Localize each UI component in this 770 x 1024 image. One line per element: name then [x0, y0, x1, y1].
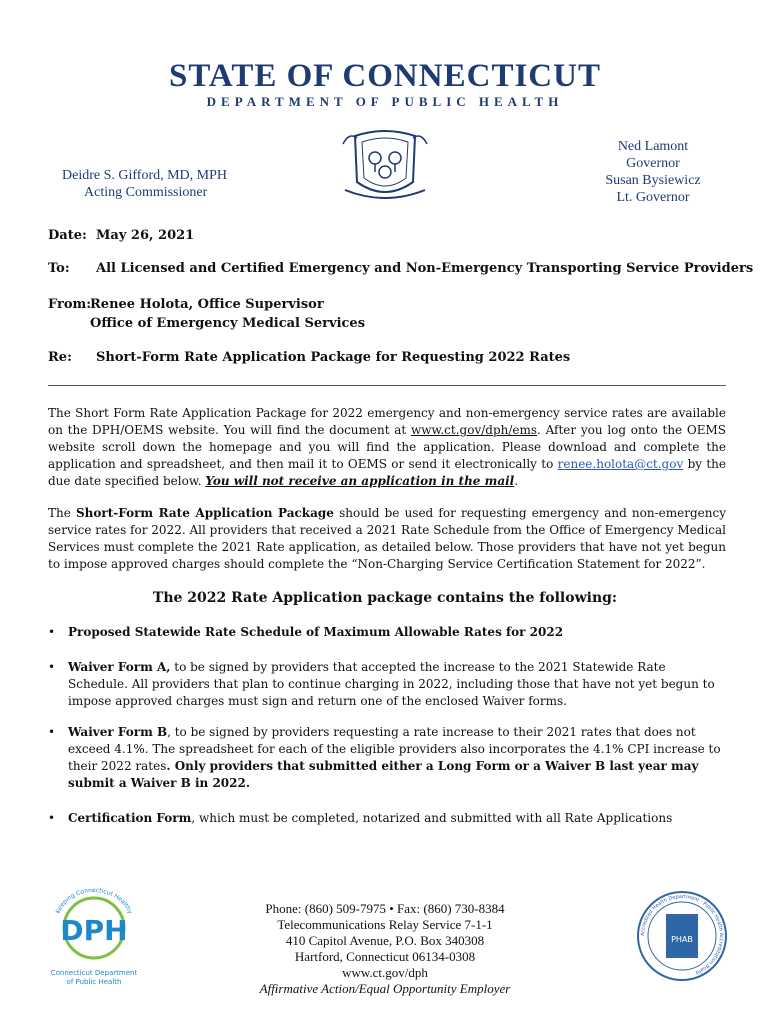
footer-contact — [200, 901, 570, 997]
bullet-2-bold: Waiver Form A, — [68, 660, 171, 674]
footer-phone: Phone: (860) 509-7975 • Fax: (860) 730-8384 — [265, 901, 505, 916]
memo-divider — [48, 385, 726, 386]
bullet-4-text: , which must be completed, notarized and submitted with all Rate Applications — [191, 811, 673, 825]
date-label: Date: — [48, 228, 87, 243]
letterhead-title: STATE OF CONNECTICUT — [169, 58, 601, 94]
footer-city: Hartford, Connecticut 06134-0308 — [294, 949, 476, 964]
bullet-3-bold-2: . Only providers that submitted either a Long Form or a Waiver B last year may submit a Waiver B in 2022. — [68, 759, 699, 790]
memo-from — [48, 297, 324, 312]
bullet-dot: • — [48, 625, 56, 639]
p1-end: . — [514, 474, 519, 488]
to-value: All Licensed and Certified Emergency and Non-Emergency Transporting Service Providers — [96, 261, 754, 276]
paragraph-availability — [48, 405, 726, 490]
p2-text-b: should be used for requesting emergency and non-emergency service rates for 2022. All providers that received a 2021 Rate Schedule from the Office of Emergency Medical Services must complete the 2021 Rate application, as detailed below. Those providers that have not yet begun to impose approved charges should complete the “Non-Charging Service Certification Statement for 2022”. — [48, 506, 726, 571]
re-label: Re: — [48, 350, 72, 365]
dph-logo-text: DPH — [60, 914, 128, 947]
commissioner-title: Acting Commissioner — [84, 185, 208, 200]
commissioner-name: Deidre S. Gifford, MD, MPH — [62, 168, 228, 183]
commissioner-block — [62, 167, 227, 201]
governor-block — [600, 138, 706, 206]
footer-relay: Telecommunications Relay Service 7-1-1 — [277, 917, 493, 932]
p2-bold: Short-Form Rate Application Package — [76, 506, 334, 520]
date-value: May 26, 2021 — [96, 228, 195, 243]
email-link[interactable]: renee.holota@ct.gov — [557, 457, 684, 471]
lt-governor-name: Susan Bysiewicz — [605, 173, 701, 188]
list-item — [48, 624, 726, 641]
letterhead-department: DEPARTMENT OF PUBLIC HEALTH — [206, 94, 564, 109]
footer-website[interactable]: www.ct.gov/dph — [342, 965, 428, 980]
phab-text: PHAB — [671, 935, 693, 944]
bullet-2-text: to be signed by providers that accepted the increase to the 2021 Statewide Rate Schedule. All providers that plan to continue charging in 2022, including those that have not yet begun to impose approved charges must sign and return one of the enclosed Waiver forms. — [68, 660, 715, 708]
from-label: From: — [48, 297, 92, 312]
bullet-3-bold: Waiver Form B — [68, 725, 168, 739]
bullet-dot: • — [48, 725, 56, 739]
package-heading: The 2022 Rate Application package contains the following: — [152, 590, 618, 606]
state-seal-icon — [335, 124, 435, 204]
memo-re — [48, 350, 570, 365]
list-item — [48, 724, 726, 792]
bullet-dot: • — [48, 811, 56, 825]
dph-caption-1: Connecticut Department — [50, 969, 138, 977]
governor-name: Ned Lamont — [617, 139, 689, 154]
p1-text-a: The Short Form Rate Application Package for 2022 emergency and non-emergency service rates are available on the DPH/OEMS website. You will find the document at — [48, 406, 726, 437]
bullet-4-bold: Certification Form — [68, 811, 192, 825]
to-label: To: — [48, 261, 70, 276]
p2-text-a: The — [48, 506, 76, 520]
bullet-3-text: , to be signed by providers requesting a rate increase to their 2021 rates that does not exceed 4.1%. The spreadsheet for each of the eligible providers also incorporates the 4.1% CPI increase to their 2022 rates — [68, 725, 721, 773]
p1-text-b: . After you log onto the OEMS website scroll down the homepage and you will find the application. Please download and complete the application and spreadsheet, and then mail it to OEMS or send it electronically to — [48, 423, 726, 471]
governor-title: Governor — [626, 156, 680, 171]
paragraph-short-form — [48, 505, 726, 573]
dph-logo-icon — [44, 882, 144, 962]
memo-date — [48, 228, 194, 243]
from-value-2: Office of Emergency Medical Services — [90, 316, 366, 331]
from-value-1: Renee Holota, Office Supervisor — [90, 297, 324, 312]
footer-address: 410 Capitol Avenue, P.O. Box 340308 — [285, 933, 485, 948]
list-item — [48, 659, 726, 710]
bullet-dot: • — [48, 660, 56, 674]
dph-arc-text: Keeping Connecticut Healthy — [54, 886, 134, 915]
dph-logo — [44, 882, 144, 992]
phab-ring-text: Accredited Health Department · Public Health Accreditation Board — [639, 893, 725, 976]
dph-caption-2: of Public Health — [66, 978, 122, 986]
lt-governor-title: Lt. Governor — [616, 190, 690, 205]
svg-text:Keeping Connecticut Healthy — [55, 887, 134, 915]
footer-eeo: Affirmative Action/Equal Opportunity Employer — [259, 981, 511, 996]
p1-text-c: by the due date specified below. — [48, 457, 726, 488]
memo-to — [48, 261, 753, 276]
re-value: Short-Form Rate Application Package for Requesting 2022 Rates — [96, 350, 571, 365]
oems-url-link[interactable]: www.ct.gov/dph/ems — [410, 423, 538, 437]
list-item — [48, 810, 726, 827]
p1-emphasis: You will not receive an application in the mail — [205, 474, 515, 488]
bullet-1-text: Proposed Statewide Rate Schedule of Maximum Allowable Rates for 2022 — [68, 625, 564, 639]
phab-accreditation-seal-icon — [636, 890, 728, 982]
